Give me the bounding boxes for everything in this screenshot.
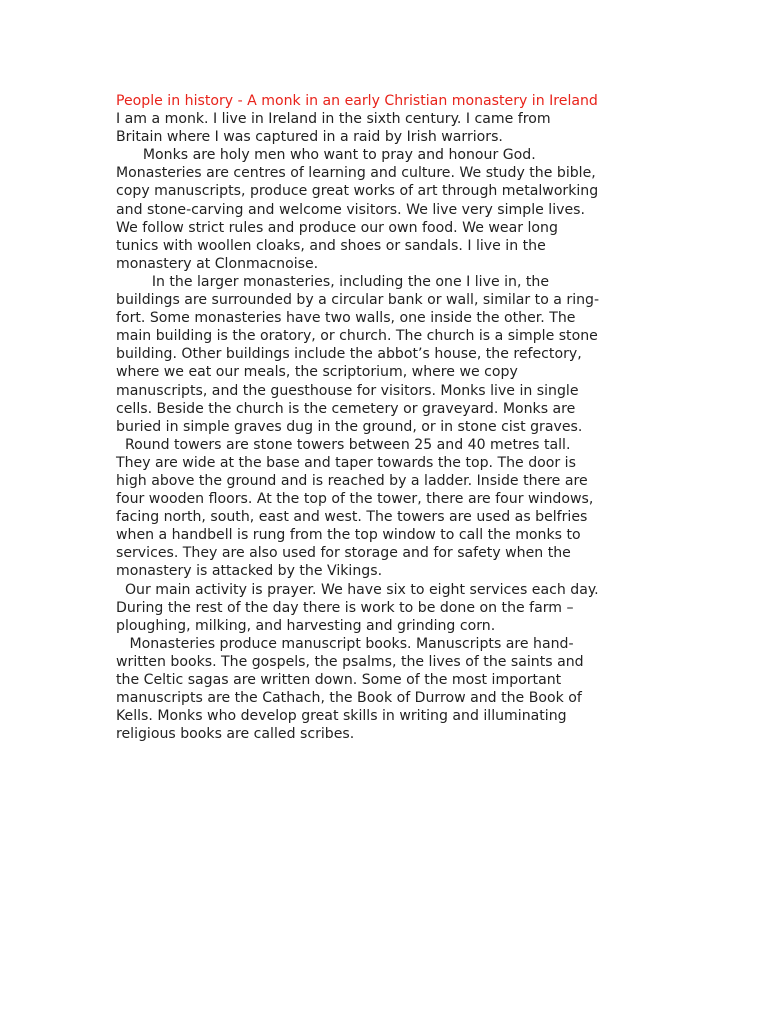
body-line: monastery is attacked by the Vikings. (116, 563, 383, 580)
body-line: During the rest of the day there is work to be done on the farm – (116, 599, 574, 616)
body-line: Britain where I was captured in a raid by Irish warriors. (116, 129, 503, 146)
body-line: buried in simple graves dug in the ground, or in stone cist graves. (116, 418, 583, 435)
body-line: high above the ground and is reached by a ladder. Inside there are (116, 472, 588, 489)
body-line: Monasteries are centres of learning and culture. We study the bible, (116, 165, 596, 182)
body-line: I am a monk. I live in Ireland in the sixth century. I came from (116, 111, 551, 128)
body-line: ploughing, milking, and harvesting and grinding corn. (116, 617, 496, 634)
body-line: monastery at Clonmacnoise. (116, 255, 319, 272)
body-line: Monasteries produce manuscript books. Manuscripts are hand- (116, 635, 574, 652)
body-line: four wooden floors. At the top of the tower, there are four windows, (116, 491, 594, 508)
body-line: services. They are also used for storage and for safety when the (116, 545, 571, 562)
body-line: where we eat our meals, the scriptorium, where we copy (116, 364, 518, 381)
body-line: when a handbell is rung from the top window to call the monks to (116, 527, 581, 544)
body-line: written books. The gospels, the psalms, the lives of the saints and (116, 653, 584, 670)
body-line: copy manuscripts, produce great works of art through metalworking (116, 183, 599, 200)
body-line: Round towers are stone towers between 25 and 40 metres tall. (116, 436, 571, 453)
body-line: buildings are surrounded by a circular bank or wall, similar to a ring- (116, 292, 600, 309)
body-line: and stone-carving and welcome visitors. We live very simple lives. (116, 201, 585, 218)
body-line: tunics with woollen cloaks, and shoes or sandals. I live in the (116, 237, 546, 254)
document-title: People in history - A monk in an early Christian monastery in Ireland (116, 93, 598, 109)
body-line: the Celtic sagas are written down. Some of the most important (116, 672, 562, 688)
body-line: fort. Some monasteries have two walls, one inside the other. The (116, 310, 576, 327)
body-line: We follow strict rules and produce our own food. We wear long (116, 219, 558, 236)
body-line: manuscripts, and the guesthouse for visitors. Monks live in single (116, 382, 579, 399)
body-line: Monks are holy men who want to pray and honour God. (116, 147, 536, 164)
body-line: manuscripts are the Cathach, the Book of Durrow and the Book of (116, 690, 582, 707)
body-line: main building is the oratory, or church. The church is a simple stone (116, 328, 598, 345)
body-line: Kells. Monks who develop great skills in writing and illuminating (116, 708, 567, 725)
body-line: religious books are called scribes. (116, 726, 355, 743)
document-body (116, 92, 661, 743)
body-line: They are wide at the base and taper towards the top. The door is (116, 454, 576, 471)
body-line: facing north, south, east and west. The towers are used as belfries (116, 509, 588, 526)
body-line: building. Other buildings include the abbot’s house, the refectory, (116, 346, 582, 363)
body-line: cells. Beside the church is the cemetery or graveyard. Monks are (116, 400, 576, 417)
body-line: Our main activity is prayer. We have six to eight services each day. (116, 581, 599, 598)
body-line: In the larger monasteries, including the one I live in, the (116, 273, 550, 290)
body-text (116, 110, 661, 743)
